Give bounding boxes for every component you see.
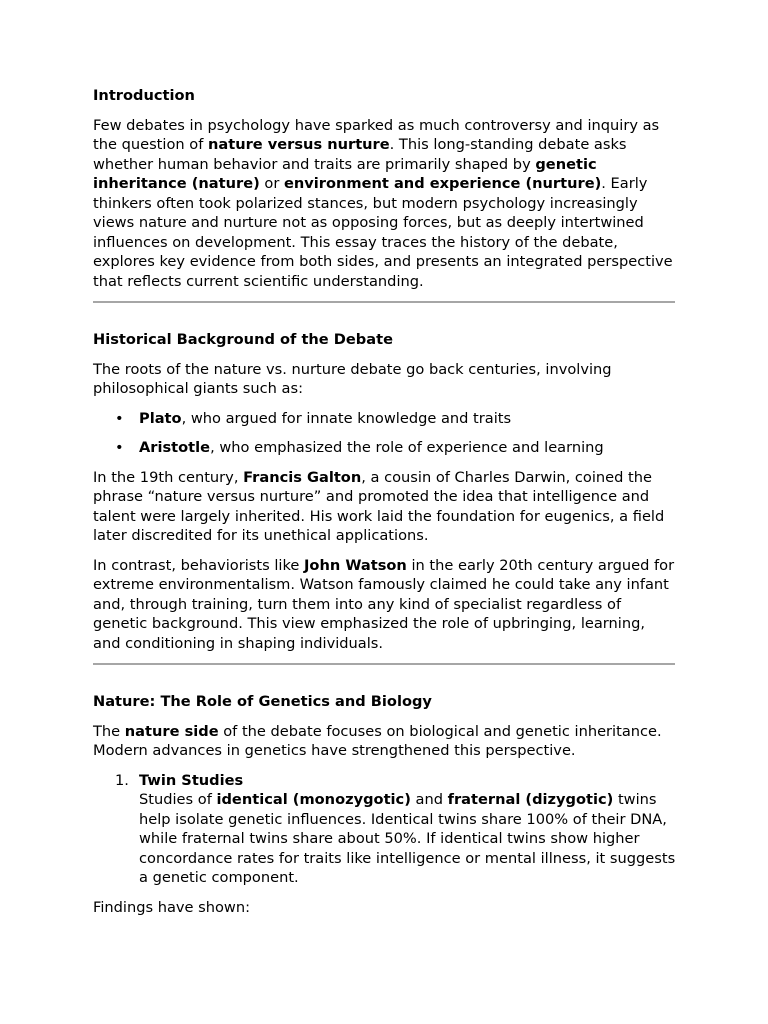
bullet-icon: •: [115, 409, 124, 427]
text-run: and: [410, 791, 448, 808]
text-run: , who emphasized the role of experience and learning: [210, 439, 604, 456]
bullet-icon: •: [115, 439, 124, 456]
bold-term: identical (monozygotic): [216, 791, 411, 808]
section-heading-introduction: Introduction: [93, 87, 195, 104]
philosophers-list: [93, 409, 677, 458]
history-paragraph-2: [93, 468, 677, 546]
list-item: [93, 771, 677, 888]
text-run: . Early thinkers often took polarized stances, but modern psychology increasingly views nature and nurture not as opposing forces, but as deeply intertwined influences on development. This essay traces the history of the debate, explores key evidence from both sides, and presents an integrated perspective that reflects current scientific understanding.: [93, 175, 673, 290]
list-item: [93, 409, 677, 429]
text-run: twins help isolate genetic influences. Identical twins share 100% of their DNA, while fraternal twins share about 50%. If identical twins show higher concordance rates for traits like intelligence or mental illness, it suggests a genetic component.: [139, 791, 676, 886]
bold-term: nature side: [124, 722, 219, 740]
text-run: . This long-standing debate asks whether human behavior and traits are primarily shaped by: [93, 136, 627, 173]
bold-term: genetic inheritance (nature): [93, 155, 597, 192]
bold-term: Plato: [139, 409, 182, 427]
nature-paragraph-1: [93, 722, 677, 761]
document-page: [93, 86, 677, 917]
evidence-list: [93, 771, 677, 888]
text-run: In the 19th century,: [93, 468, 244, 486]
text-run: Studies of: [139, 791, 217, 808]
bold-term: fraternal (dizygotic): [447, 791, 614, 808]
intro-paragraph: [93, 116, 677, 292]
list-item: [93, 438, 677, 458]
bold-term: environment and experience (nurture): [283, 175, 602, 192]
bold-term: John Watson: [304, 556, 407, 574]
history-paragraph-3: [93, 556, 677, 654]
text-run: in the early 20th century argued for extreme environmentalism. Watson famously claimed he could take any infant and, through training, turn them into any kind of specialist regardless of genetic background. This view emphasized the role of upbringing, learning, and conditioning in shaping individuals.: [93, 556, 675, 652]
text-run: Few debates in psychology have sparked as much controversy and inquiry as the question of: [93, 116, 660, 153]
text-run: , who argued for innate knowledge and traits: [181, 409, 512, 427]
text-run: In contrast, behaviorists like: [93, 556, 304, 574]
bold-term: nature versus nurture: [207, 136, 390, 153]
bold-term: Francis Galton: [243, 468, 362, 486]
text-run: or: [259, 175, 284, 192]
list-item-title: Twin Studies: [139, 771, 244, 789]
text-run: The: [93, 722, 125, 740]
section-heading-history: Historical Background of the Debate: [93, 331, 393, 348]
bold-term: Aristotle: [139, 439, 211, 456]
section-heading-nature: Nature: The Role of Genetics and Biology: [93, 693, 432, 710]
list-number: 1.: [115, 771, 129, 789]
history-paragraph-1: The roots of the nature vs. nurture debate go back centuries, involving philosophical giants such as:: [93, 360, 612, 397]
nature-paragraph-2: Findings have shown:: [93, 898, 251, 916]
text-run: , a cousin of Charles Darwin, coined the phrase “nature versus nurture” and promoted the idea that intelligence and talent were largely inherited. His work laid the foundation for eugenics, a field later discredited for its unethical applications.: [93, 468, 665, 544]
text-run: of the debate focuses on biological and genetic inheritance. Modern advances in genetics have strengthened this perspective.: [93, 722, 662, 759]
